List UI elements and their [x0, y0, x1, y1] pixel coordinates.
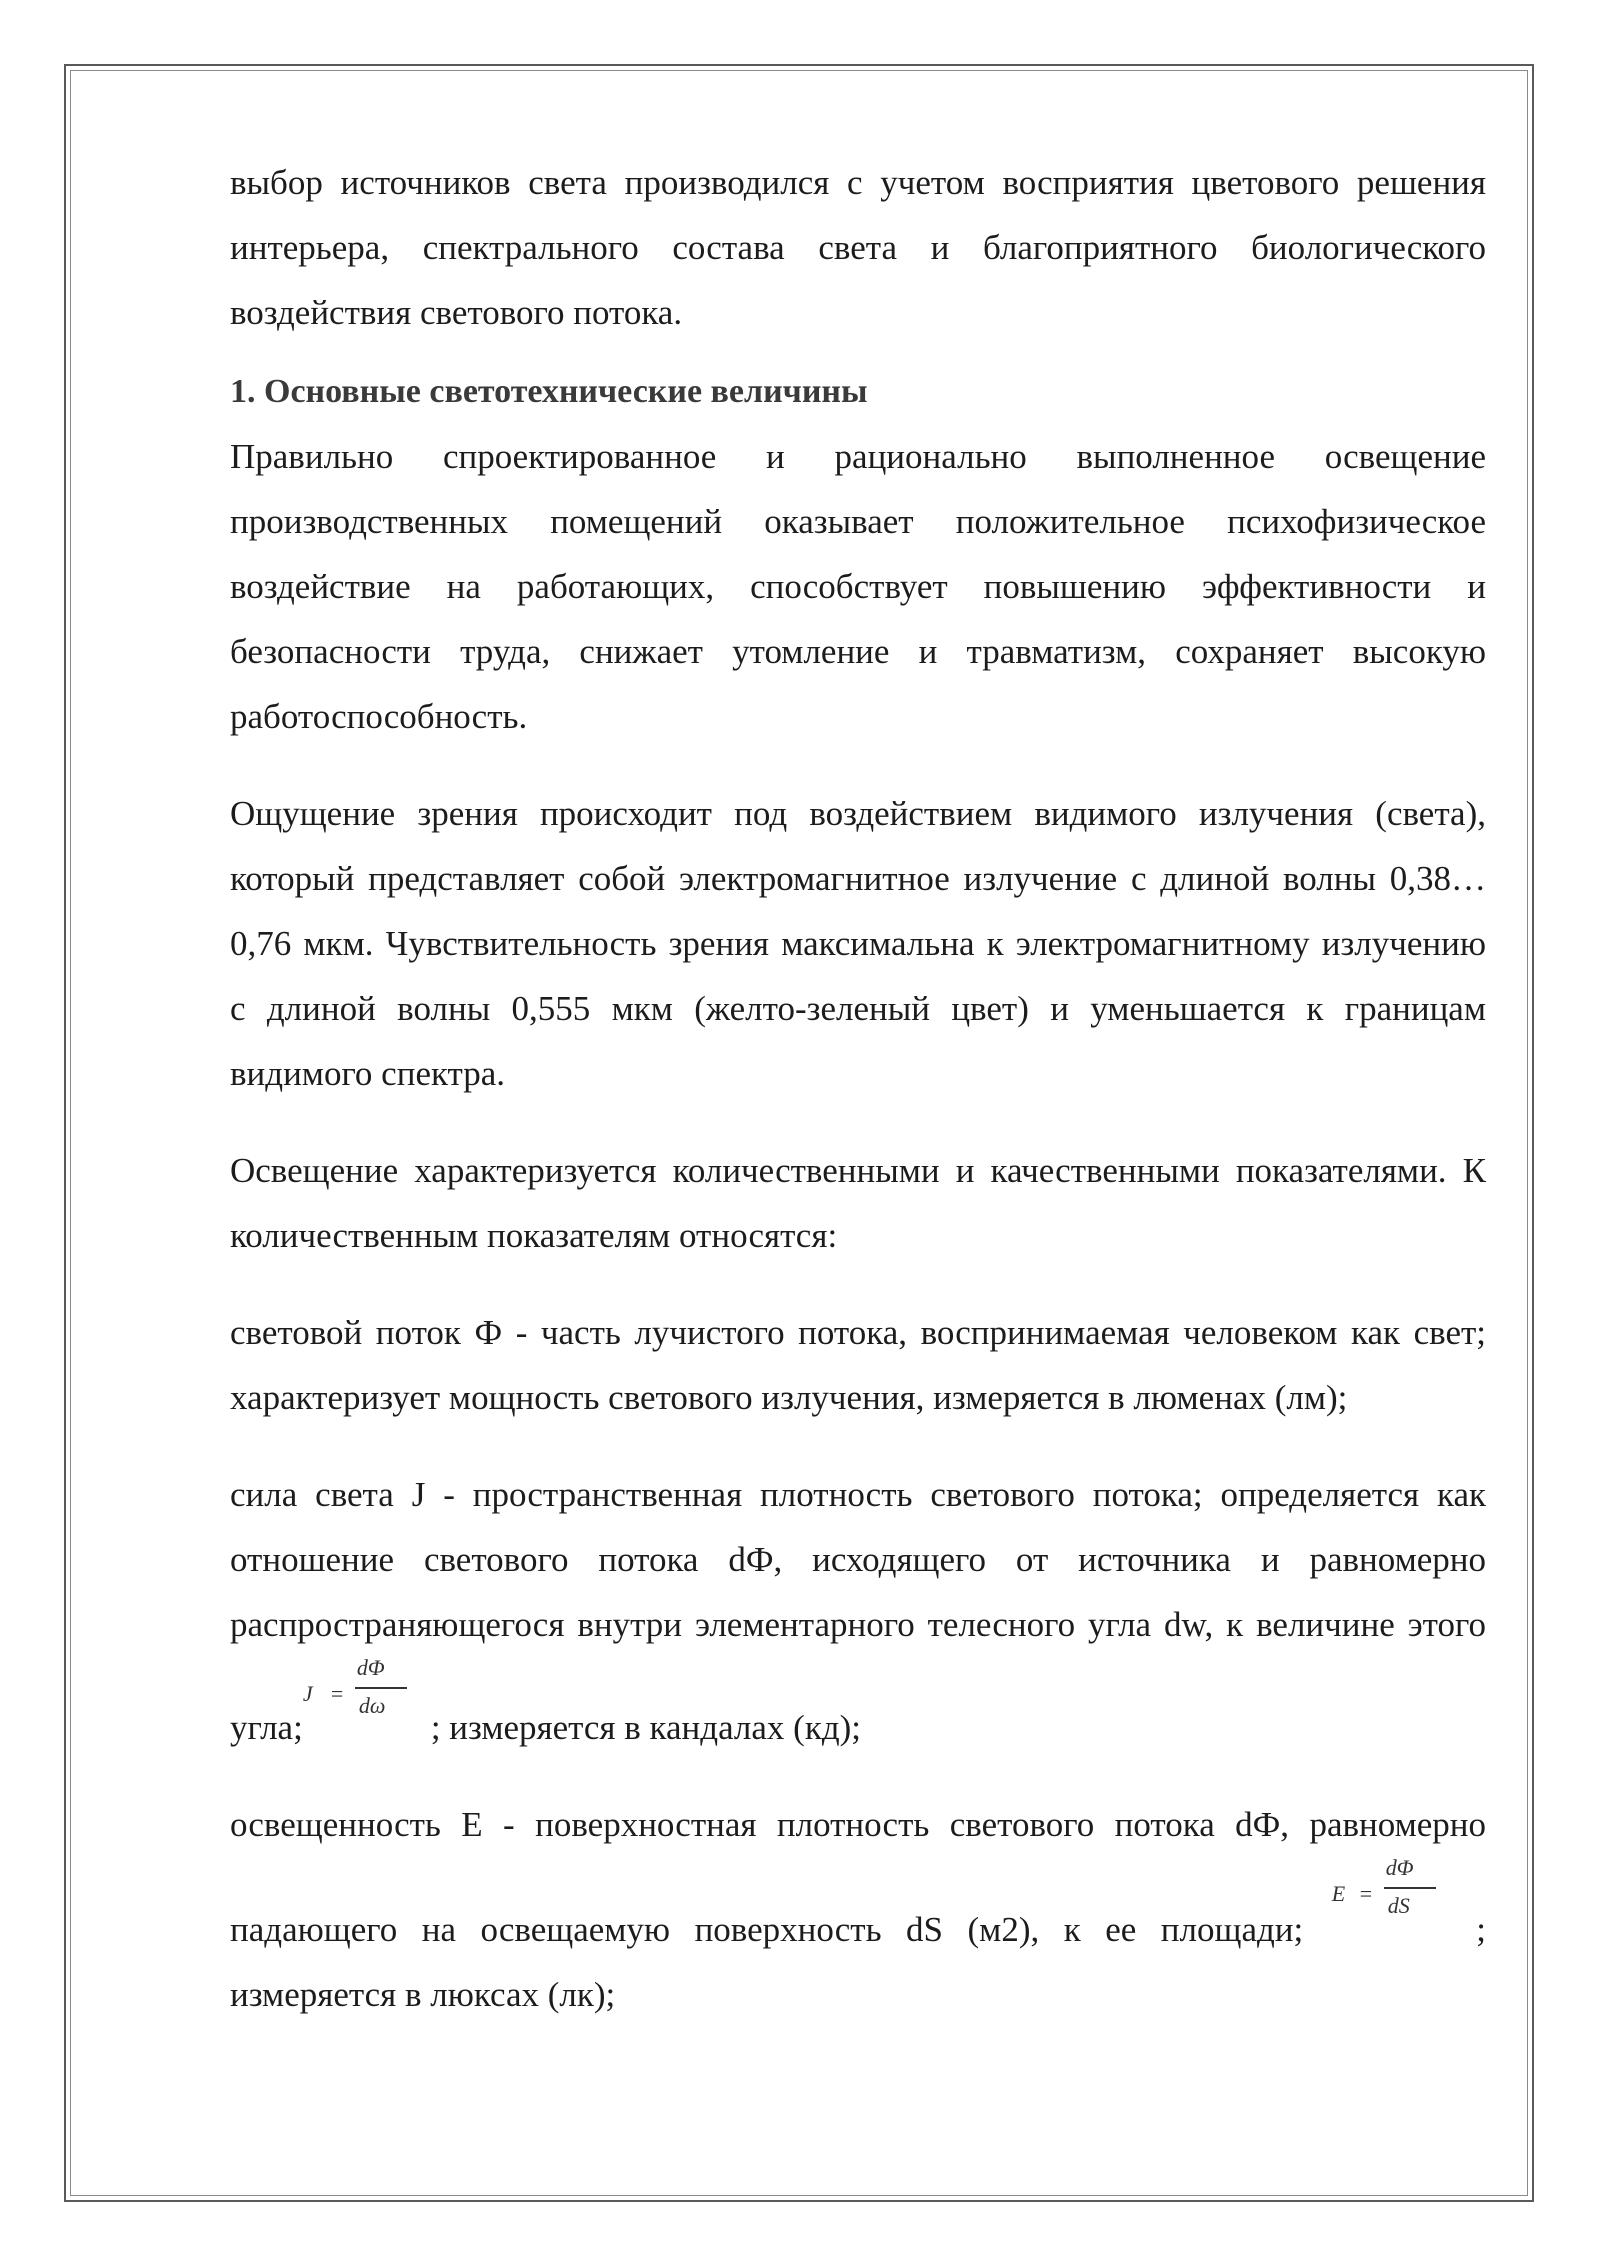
section-heading: 1. Основные светотехнические величины [230, 373, 868, 410]
paragraph-illuminance [230, 1792, 1486, 2027]
formula-j-fraction-bar [355, 1687, 407, 1689]
formula-j-denominator: dω [358, 1693, 386, 1718]
formula-illuminance [1328, 1857, 1452, 1931]
formula-e-numerator: dΦ [1385, 1855, 1414, 1880]
formula-j-numerator: dΦ [356, 1655, 385, 1680]
document-body [230, 150, 1486, 2027]
formula-e-lhs: E [1331, 1881, 1346, 1906]
formula-luminous-intensity [303, 1657, 431, 1729]
luminous-intensity-unit-text: ; измеряется в кандалах (кд); [430, 1708, 862, 1747]
paragraph-luminous-flux: световой поток Ф - часть лучистого потока, воспринимаемая человеком как свет; характеризует мощность светового излучения, измеряется в люменах (лм); [230, 1313, 1486, 1417]
formula-j-equals: = [330, 1681, 344, 1706]
formula-j-lhs: J [302, 1681, 313, 1706]
illuminance-text: освещенность Е - поверхностная плотность светового потока dФ, равномерно падающего на освещаемую поверхность dS (м2), к ее площади; [230, 1805, 1486, 1949]
illuminance-unit-text: измеряется в люксах (лк); [230, 1975, 616, 2014]
paragraph-lighting-design: Правильно спроектированное и рационально выполненное освещение производственных помещений оказывает положительное психофизическое воздействие на работающих, способствует повышению эффективности и безопасности труда, снижает утомление и травматизм, сохраняет высокую работоспособность. [230, 437, 1486, 736]
paragraph-luminous-intensity [230, 1462, 1486, 1760]
paragraph-vision-sensation: Ощущение зрения происходит под воздействием видимого излучения (света), который представляет собой электромагнитное излучение с длиной волны 0,38…0,76 мкм. Чувствительность зрения максимальна к электромагнитному излучению с длиной волны 0,555 мкм (желто-зеленый цвет) и уменьшается к границам видимого спектра. [230, 794, 1486, 1093]
paragraph-lighting-indicators: Освещение характеризуется количественными и качественными показателями. К количественным показателям относятся: [230, 1151, 1486, 1255]
formula-e-equals: = [1359, 1881, 1373, 1906]
illuminance-semicolon: ; [1476, 1910, 1487, 1949]
paragraph-light-source-choice: выбор источников света производился с учетом восприятия цветового решения интерьера, спектрального состава света и благоприятного биологического воздействия светового потока. [230, 163, 1486, 332]
formula-e-fraction-bar [1384, 1887, 1436, 1889]
formula-e-denominator: dS [1387, 1893, 1410, 1918]
luminous-intensity-text: сила света J - пространственная плотность светового потока; определяется как отношение светового потока dФ, исходящего от источника и равномерно распространяющегося внутри элементарного телесного угла dw, к величине этого угла; [230, 1475, 1486, 1747]
